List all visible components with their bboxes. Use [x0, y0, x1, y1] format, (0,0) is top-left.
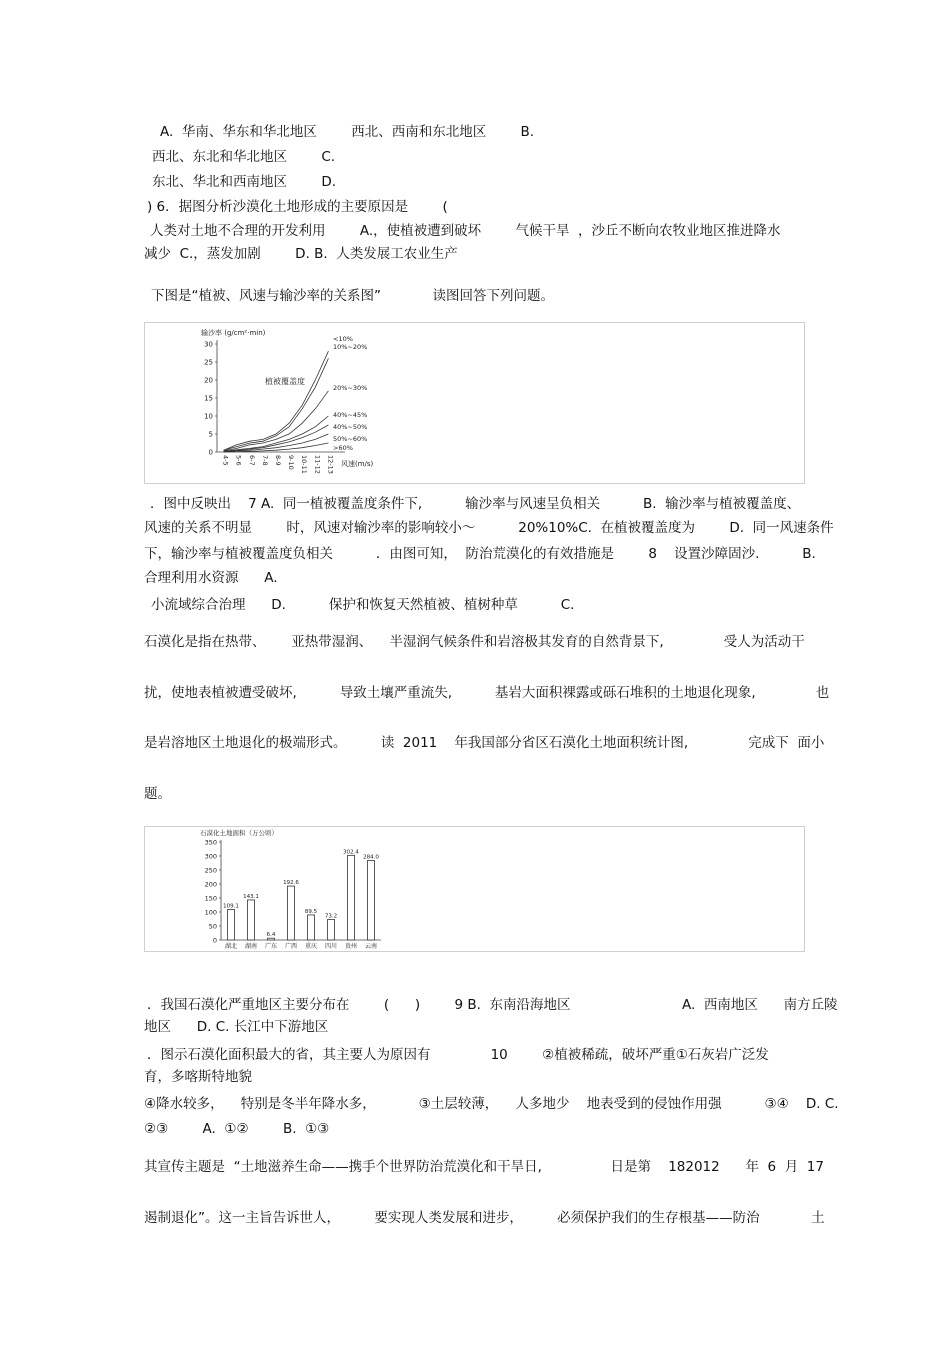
text-line-4: ) 6．据图分析沙漠化土地形成的主要原因是 (: [147, 199, 448, 215]
chart1-series-label: >60%: [333, 444, 353, 452]
text-line-19: ．图示石漠化面积最大的省，其主要人为原因有 10 ②植被稀疏，破坏严重①石灰岩广泛发: [147, 1047, 769, 1063]
chart1-x-tick-label: 10-11: [300, 455, 309, 474]
chart2-bar: [368, 860, 375, 940]
text-line-21: ④降水较多， 特别是冬半年降水多， ③土层较薄， 人多地少 地表受到的侵蚀作用强 ③④ D. C.: [144, 1096, 839, 1112]
chart2-category-label: 广东: [264, 943, 278, 950]
chart2-bar: [348, 855, 355, 940]
chart2-ylabel: 石漠化土地面积（万公顷）: [200, 829, 278, 837]
chart2-y-tick-label: 300: [204, 852, 217, 861]
text-line-24: 遏制退化”。这一主旨告诉世人， 要实现人类发展和进步， 必须保护我们的生存根基——防治 土: [144, 1210, 825, 1226]
chart2-y-tick-label: 250: [204, 866, 217, 875]
chart2-category-label: 重庆: [304, 943, 318, 950]
chart2-y-tick-label: 100: [204, 908, 217, 917]
chart2-value-label: 73.2: [324, 913, 338, 920]
chart2-y-tick-label: 200: [204, 880, 217, 889]
chart1-x-tick-label: 6-7: [247, 455, 256, 466]
text-line-22: ②③ A. ①② B. ①③: [144, 1121, 330, 1137]
chart1-y-tick-label: 15: [204, 394, 213, 403]
text-line-14: 扰，使地表植被遭受破坏, 导致土壤严重流失, 基岩大面积裸露或砾石堆积的土地退化现象, 也: [144, 685, 830, 701]
chart2-category-label: 云南: [364, 943, 378, 950]
chart1-y-tick-label: 10: [204, 412, 213, 421]
chart2-value-label: 6.4: [266, 932, 276, 939]
chart2-y-tick-label: 350: [204, 838, 217, 847]
chart1-series-label: 10%~20%: [333, 343, 368, 351]
chart2-value-label: 143.1: [243, 893, 259, 900]
chart1-y-tick-label: 0: [208, 448, 213, 457]
text-line-17: ．我国石漠化严重地区主要分布在 ( ) 9 B. 东南沿海地区 A. 西南地区 南方丘陵: [147, 997, 838, 1013]
chart2-bar: [228, 909, 235, 940]
text-line-11: 合理利用水资源 A.: [144, 570, 278, 586]
chart1-x-tick-label: 9-10: [287, 455, 296, 470]
text-line-9: 风速的关系不明显 时，风速对输沙率的影响较小～ 20%10%C. 在植被覆盖度为 D. 同一风速条件: [144, 520, 834, 536]
text-line-20: 育，多喀斯特地貌: [144, 1069, 252, 1085]
chart2-category-label: 广西: [284, 943, 298, 950]
chart2-bars: [223, 849, 379, 950]
chart1-series-label: 40%~45%: [333, 411, 368, 419]
chart2-category-label: 湖北: [224, 943, 238, 950]
chart1-y-tick-label: 5: [208, 430, 213, 439]
text-line-8: ．图中反映出 7 A. 同一植被覆盖度条件下, 输沙率与风速呈负相关 B. 输沙率与植被覆盖度、: [150, 496, 801, 512]
chart2-value-label: 284.0: [363, 854, 379, 861]
chart2-bar: [288, 886, 295, 940]
chart2-bar: [308, 915, 315, 940]
chart1-axes: [204, 340, 345, 474]
chart1-series-label: 50%~60%: [333, 435, 368, 443]
chart-sand-transport-rate: [195, 324, 385, 474]
chart1-y-tick-label: 30: [204, 340, 213, 349]
chart2-bar: [248, 900, 255, 940]
text-line-18: 地区 D. C. 长江中下游地区: [144, 1019, 329, 1035]
text-line-5: 人类对土地不合理的开发利用 A.，使植被遭到破坏 气候干旱 ，沙丘不断向农牧业地区推进降水: [150, 223, 781, 239]
chart2-value-label: 89.5: [304, 908, 318, 915]
chart1-series-label: 40%~50%: [333, 423, 368, 431]
text-line-23: 其宣传主题是 “土地滋养生命——携手个世界防治荒漠化和干旱日, 日是第 182012 年 6 月 17: [144, 1159, 824, 1175]
chart1-x-tick-label: 7-8: [260, 455, 269, 466]
chart1-series-label: <10%: [333, 335, 353, 343]
chart2-category-label: 湖南: [244, 943, 258, 950]
chart2-category-label: 贵州: [344, 943, 358, 950]
text-line-15: 是岩溶地区土地退化的极端形式。 读 2011 年我国部分省区石漠化土地面积统计图, 完成下 面小: [144, 735, 825, 751]
chart1-x-tick-label: 8-9: [274, 455, 282, 466]
chart1-annotation: 植被覆盖度: [265, 377, 305, 386]
text-line-10: 下，输沙率与植被覆盖度负相关 ．由图可知， 防治荒漠化的有效措施是 8 设置沙障固沙. B.: [144, 546, 816, 562]
chart2-y-tick-label: 50: [208, 922, 217, 931]
chart1-x-tick-label: 12-13: [326, 455, 335, 474]
chart1-ylabel: 输沙率 (g/cm²·min): [201, 329, 266, 337]
chart-rocky-desert-area: [195, 826, 385, 950]
chart1-xlabel: 风速(m/s): [341, 460, 374, 468]
chart1-series-label: 20%~30%: [333, 384, 368, 392]
text-line-13: 石漠化是指在热带、 亚热带湿润、 半湿润气候条件和岩溶极其发育的自然背景下, 受人为活动干: [144, 634, 805, 650]
text-line-1: A. 华南、华东和华北地区 西北、西南和东北地区 B.: [160, 124, 535, 140]
chart2-bar: [328, 920, 335, 940]
chart2-value-label: 109.1: [223, 903, 239, 910]
chart1-series-line: [224, 358, 329, 450]
chart2-value-label: 192.6: [283, 880, 299, 887]
text-line-7: 下图是“植被、风速与输沙率的关系图” 读图回答下列问题。: [151, 288, 554, 304]
chart2-value-label: 302.4: [343, 849, 359, 856]
chart2-bar: [268, 938, 275, 940]
chart1-x-tick-label: 5-6: [234, 455, 243, 466]
chart2-y-tick-label: 0: [212, 936, 217, 945]
chart1-y-tick-label: 20: [204, 376, 213, 385]
text-line-3: 东北、华北和西南地区 D.: [152, 174, 337, 190]
chart1-x-tick-label: 4-5: [221, 455, 230, 466]
text-line-12: 小流域综合治理 D. 保护和恢复天然植被、植树种草 C.: [151, 597, 575, 613]
chart1-y-tick-label: 25: [204, 358, 213, 367]
text-line-6: 减少 C.，蒸发加剧 D. B. 人类发展工农业生产: [144, 246, 458, 262]
chart1-series-line: [224, 391, 329, 451]
chart2-y-tick-label: 150: [204, 894, 217, 903]
text-line-2: 西北、东北和华北地区 C.: [152, 149, 336, 165]
chart1-series: [224, 335, 368, 452]
chart2-category-label: 四川: [324, 943, 338, 950]
text-line-16: 题。: [144, 786, 171, 802]
chart1-x-tick-label: 11-12: [313, 455, 322, 474]
